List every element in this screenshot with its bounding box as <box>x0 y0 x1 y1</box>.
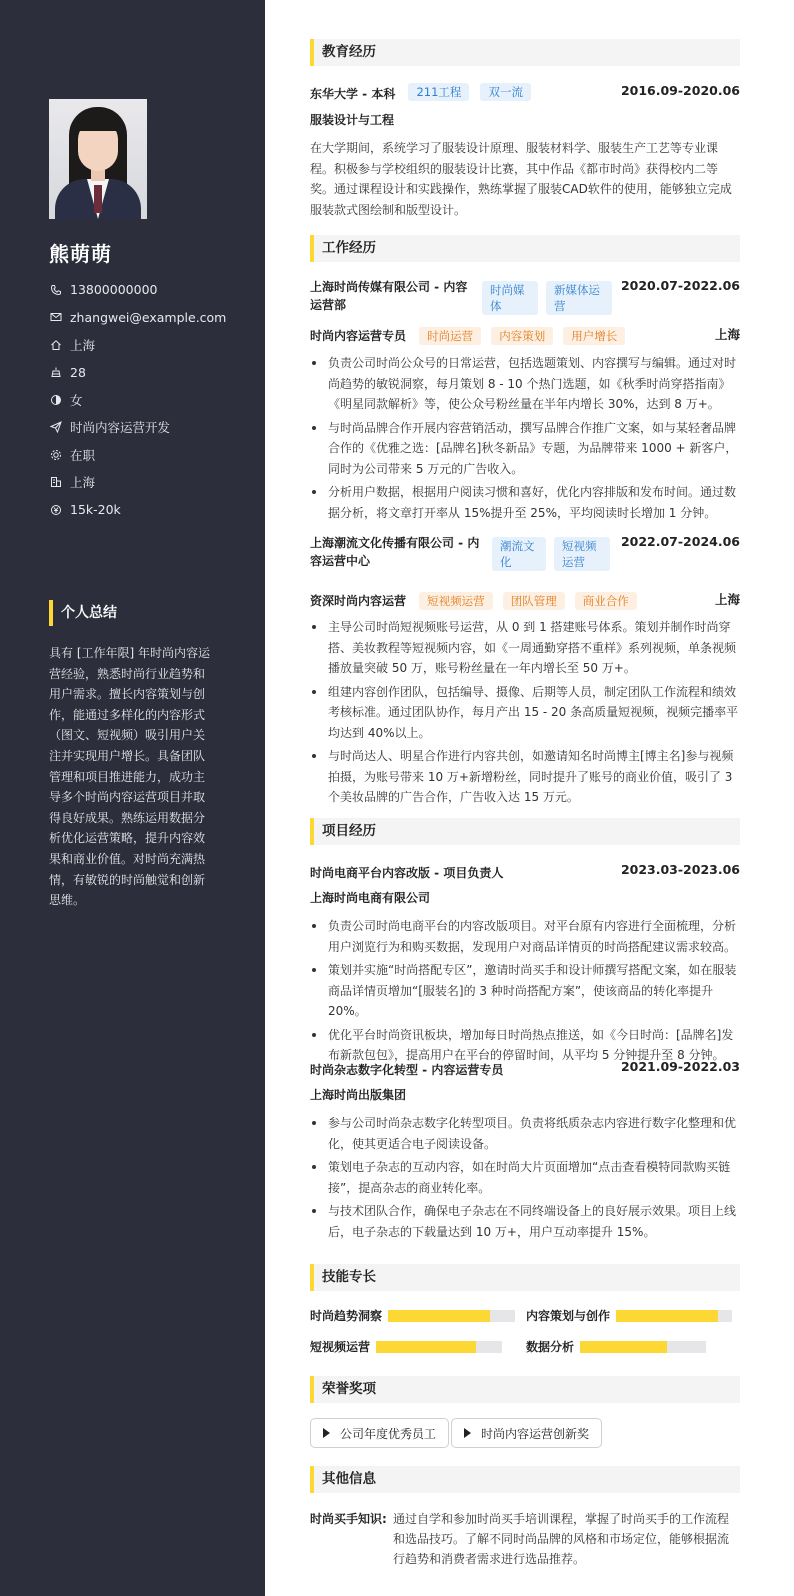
skill-bar-fill <box>616 1310 718 1322</box>
age-icon <box>49 365 63 379</box>
job-role: 时尚内容运营专员 <box>310 329 407 343</box>
skill-bar-fill <box>388 1310 490 1322</box>
major-name: 服装设计与工程 <box>310 113 395 127</box>
skill-bar <box>616 1310 732 1322</box>
skill-name: 时尚趋势洞察 <box>310 1309 383 1323</box>
building-icon <box>49 475 63 489</box>
section-work-heading: 工作经历 <box>310 235 740 262</box>
gender-icon <box>49 393 63 407</box>
job-city: 上海 <box>714 327 740 342</box>
job-bullets <box>310 353 740 526</box>
info-text: 28 <box>70 364 86 380</box>
info-position <box>49 414 249 442</box>
skill-name: 数据分析 <box>526 1340 575 1354</box>
other-label: 时尚买手知识: <box>310 1512 387 1526</box>
info-status <box>49 441 249 469</box>
award-badge <box>451 1418 602 1448</box>
job-role-row <box>310 325 740 345</box>
job-date: 2022.07-2024.06 <box>620 534 740 549</box>
summary-text: 具有 [工作年限] 年时尚内容运营经验，熟悉时尚行业趋势和用户需求。擅长内容策划与创作，能通过多样化的内容形式（图文、短视频）吸引用户关注并实现用户增长。具备团队管理和项目推进能力，成功主导多个时尚内容运营项目并取得良好成果。熟练运用数据分析优化运营策略，提升内容效果和商业价值。对时尚充满热情，有敏锐的时尚触觉和创新思维。 <box>49 646 210 908</box>
skill-bar <box>388 1310 515 1322</box>
sidebar <box>0 0 265 1596</box>
list-item: 负责公司时尚公众号的日常运营，包括选题策划、内容撰写与编辑。通过对时尚趋势的敏锐洞察，每月策划 8 - 10 个热门选题，如《秋季时尚穿搭指南》《明星同款解析》等，使公众号粉丝量在半年内增长 30%，达到 8 万+。 <box>310 353 740 415</box>
skill-bar-fill <box>580 1341 667 1353</box>
job-tag: 潮流文化 <box>492 537 546 571</box>
skill-item <box>310 1308 515 1324</box>
education-header <box>310 83 740 103</box>
skill-bar <box>580 1341 706 1353</box>
list-item: 优化平台时尚资讯板块，增加每日时尚热点推送，如《今日时尚：[品牌名]发布新款包包》，提高用户在平台的停留时间，从平均 5 分钟提升至 8 分钟。 <box>310 1025 740 1066</box>
skill-tag: 商业合作 <box>575 592 637 610</box>
info-text: 上海 <box>70 337 96 353</box>
list-item: 与时尚品牌合作开展内容营销活动，撰写品牌合作推广文案，如与某轻奢品牌合作的《优雅之选：[品牌名]秋冬新品》专题，为品牌带来 1000 + 新客户，同时为公司带来 5 万元的广告收入。 <box>310 418 740 480</box>
info-text: 上海 <box>70 475 96 491</box>
skill-name: 内容策划与创作 <box>526 1309 611 1323</box>
skill-tag: 时尚运营 <box>419 327 481 345</box>
skill-name: 短视频运营 <box>310 1340 371 1354</box>
play-icon <box>464 1428 471 1438</box>
list-item: 参与公司时尚杂志数字化转型项目。负责将纸质杂志内容进行数字化整理和优化，使其更适合电子阅读设备。 <box>310 1113 740 1154</box>
info-text: 13800000000 <box>70 282 158 298</box>
list-item: 组建内容创作团队，包括编导、摄像、后期等人员，制定团队工作流程和绩效考核标准。通过团队协作，每月产出 15 - 20 条高质量短视频，视频完播率平均达到 40%以上。 <box>310 682 740 744</box>
info-phone <box>49 276 249 304</box>
section-awards-heading: 荣誉奖项 <box>310 1376 740 1403</box>
project-date: 2021.09-2022.03 <box>620 1059 740 1074</box>
job-tag: 短视频运营 <box>554 537 610 571</box>
skill-tag: 用户增长 <box>563 327 625 345</box>
project-org: 上海时尚电商有限公司 <box>310 891 431 905</box>
project-name: 时尚杂志数字化转型 - 内容运营专员 <box>310 1063 504 1077</box>
job-role: 资深时尚内容运营 <box>310 594 407 608</box>
skill-item <box>526 1308 732 1324</box>
send-icon <box>49 420 63 434</box>
info-salary <box>49 496 249 524</box>
job-bullets <box>310 617 740 811</box>
project-date: 2023.03-2023.06 <box>620 862 740 877</box>
project-header <box>310 862 740 882</box>
skill-item <box>526 1339 706 1355</box>
education-date: 2016.09-2020.06 <box>620 83 740 98</box>
home-icon <box>49 338 63 352</box>
skill-bar-fill <box>376 1341 476 1353</box>
job-city: 上海 <box>714 592 740 607</box>
job-header <box>310 278 740 318</box>
salary-icon <box>49 503 63 517</box>
info-text: zhangwei@example.com <box>70 309 227 325</box>
award-badge <box>310 1418 449 1448</box>
info-location <box>49 331 249 359</box>
info-text: 女 <box>70 392 83 408</box>
job-header <box>310 534 740 574</box>
section-skills-heading: 技能专长 <box>310 1264 740 1291</box>
list-item: 主导公司时尚短视频账号运营，从 0 到 1 搭建账号体系。策划并制作时尚穿搭、美妆教程等短视频内容，如《一周通勤穿搭不重样》系列视频，单条视频播放量突破 50 万，账号粉丝量在一年内增长至 50 万+。 <box>310 617 740 679</box>
school-tag: 211工程 <box>408 83 469 101</box>
phone-icon <box>49 283 63 297</box>
skill-tag: 短视频运营 <box>419 592 493 610</box>
list-item: 负责公司时尚电商平台的内容改版项目。对平台原有内容进行全面梳理，分析用户浏览行为和购买数据，发现用户对商品详情页的时尚搭配建议需求较高。 <box>310 916 740 957</box>
list-item: 分析用户数据，根据用户阅读习惯和喜好，优化内容排版和发布时间。通过数据分析，将文章打开率从 15%提升至 25%，平均阅读时长增加 1 分钟。 <box>310 482 740 523</box>
skill-bar <box>376 1341 502 1353</box>
list-item: 与时尚达人、明星合作进行内容共创，如邀请知名时尚博主[博主名]参与视频拍摄，为账号带来 10 万+新增粉丝，同时提升了账号的商业价值，吸引了 3 个美妆品牌的广告合作，广告收入达 15 万元。 <box>310 746 740 808</box>
summary-heading: 个人总结 <box>49 600 117 626</box>
info-age <box>49 359 249 387</box>
section-education-heading: 教育经历 <box>310 39 740 66</box>
job-tag: 时尚媒体 <box>482 281 538 315</box>
award-name: 公司年度优秀员工 <box>340 1426 437 1441</box>
school-tag: 双一流 <box>480 83 531 101</box>
project-header <box>310 1059 740 1079</box>
project-bullets <box>310 1113 740 1245</box>
project-bullets <box>310 916 740 1069</box>
job-company: 上海时尚传媒有限公司 - 内容运营部 <box>310 280 468 312</box>
section-other-heading: 其他信息 <box>310 1466 740 1493</box>
job-role-row <box>310 590 740 610</box>
avatar <box>49 99 147 219</box>
section-projects-heading: 项目经历 <box>310 818 740 845</box>
info-text: 15k-20k <box>70 502 121 518</box>
contact-info-list <box>49 276 249 524</box>
school-name: 东华大学 - 本科 <box>310 87 396 101</box>
other-text: 通过自学和参加时尚买手培训课程，掌握了时尚买手的工作流程和选品技巧。了解不同时尚品牌的风格和市场定位，能够根据流行趋势和消费者需求进行选品推荐。 <box>393 1512 730 1566</box>
info-city <box>49 469 249 497</box>
job-tag: 新媒体运营 <box>546 281 612 315</box>
list-item: 与技术团队合作，确保电子杂志在不同终端设备上的良好展示效果。项目上线后，电子杂志的下载量达到 10 万+，用户互动率提升 15%。 <box>310 1201 740 1242</box>
skill-item <box>310 1339 502 1355</box>
list-item: 策划并实施“时尚搭配专区”，邀请时尚买手和设计师撰写搭配文案，如在服装商品详情页增加“[服装名]的 3 种时尚搭配方案”，使该商品的转化率提升 20%。 <box>310 960 740 1022</box>
play-icon <box>323 1428 330 1438</box>
info-gender <box>49 386 249 414</box>
info-text: 在职 <box>70 447 96 463</box>
project-org: 上海时尚出版集团 <box>310 1088 407 1102</box>
project-name: 时尚电商平台内容改版 - 项目负责人 <box>310 866 504 880</box>
skill-tag: 内容策划 <box>491 327 553 345</box>
list-item: 策划电子杂志的互动内容，如在时尚大片页面增加“点击查看模特同款购买链接”，提高杂志的商业转化率。 <box>310 1157 740 1198</box>
candidate-name: 熊萌萌 <box>49 242 112 266</box>
job-company: 上海潮流文化传播有限公司 - 内容运营中心 <box>310 536 480 568</box>
status-icon <box>49 448 63 462</box>
info-text: 时尚内容运营开发 <box>70 420 171 436</box>
info-email <box>49 304 249 332</box>
mail-icon <box>49 310 63 324</box>
job-date: 2020.07-2022.06 <box>620 278 740 293</box>
skill-tag: 团队管理 <box>503 592 565 610</box>
award-name: 时尚内容运营创新奖 <box>481 1426 590 1441</box>
education-description: 在大学期间，系统学习了服装设计原理、服装材料学、服装生产工艺等专业课程。积极参与学校组织的服装设计比赛，其中作品《都市时尚》获得校内二等奖。通过课程设计和实践操作，熟练掌握了服装CAD软件的使用，能够独立完成服装款式图绘制和版型设计。 <box>310 141 732 217</box>
